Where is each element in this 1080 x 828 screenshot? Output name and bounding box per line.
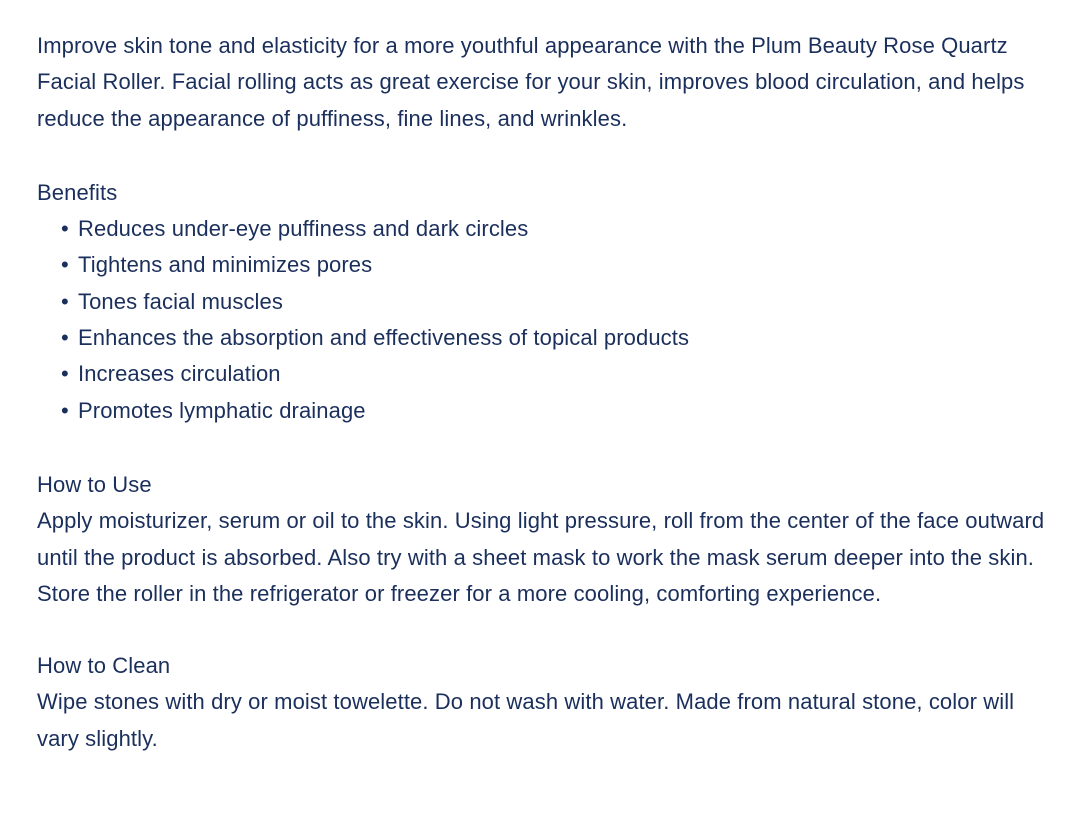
intro-paragraph: Improve skin tone and elasticity for a more youthful appearance with the Plum Beauty Rose Quartz Facial Roller. Facial rolling acts as great exercise for your skin, improves blood circulation, and helps reduce the appearance of puffiness, fine lines, and wrinkles.: [37, 33, 1025, 131]
list-item: • Enhances the absorption and effectiveness of topical products: [37, 320, 1047, 356]
bullet-icon: •: [61, 288, 69, 314]
list-item: • Tightens and minimizes pores: [37, 247, 1047, 283]
list-item: • Reduces under-eye puffiness and dark circles: [37, 211, 1047, 247]
bullet-icon: •: [61, 216, 69, 242]
how-to-use-heading: How to Use: [37, 471, 152, 497]
bullet-icon: •: [61, 325, 69, 351]
product-description: [37, 28, 1047, 757]
bullet-icon: •: [61, 361, 69, 387]
list-item: • Tones facial muscles: [37, 284, 1047, 320]
benefits-heading: Benefits: [37, 179, 118, 205]
bullet-icon: •: [61, 397, 69, 423]
how-to-use-text: Apply moisturizer, serum or oil to the skin. Using light pressure, roll from the center of the face outward until the product is absorbed. Also try with a sheet mask to work the mask serum deeper into the skin. Store the roller in the refrigerator or freezer for a more cooling, comforting experience.: [37, 508, 1045, 606]
list-item: • Increases circulation: [37, 356, 1047, 392]
how-to-clean-heading: How to Clean: [37, 653, 171, 679]
benefits-list: [37, 211, 1047, 429]
bullet-icon: •: [61, 252, 69, 278]
how-to-clean-text: Wipe stones with dry or moist towelette. Do not wash with water. Made from natural stone, color will vary slightly.: [37, 689, 1015, 751]
list-item: • Promotes lymphatic drainage: [37, 393, 1047, 429]
